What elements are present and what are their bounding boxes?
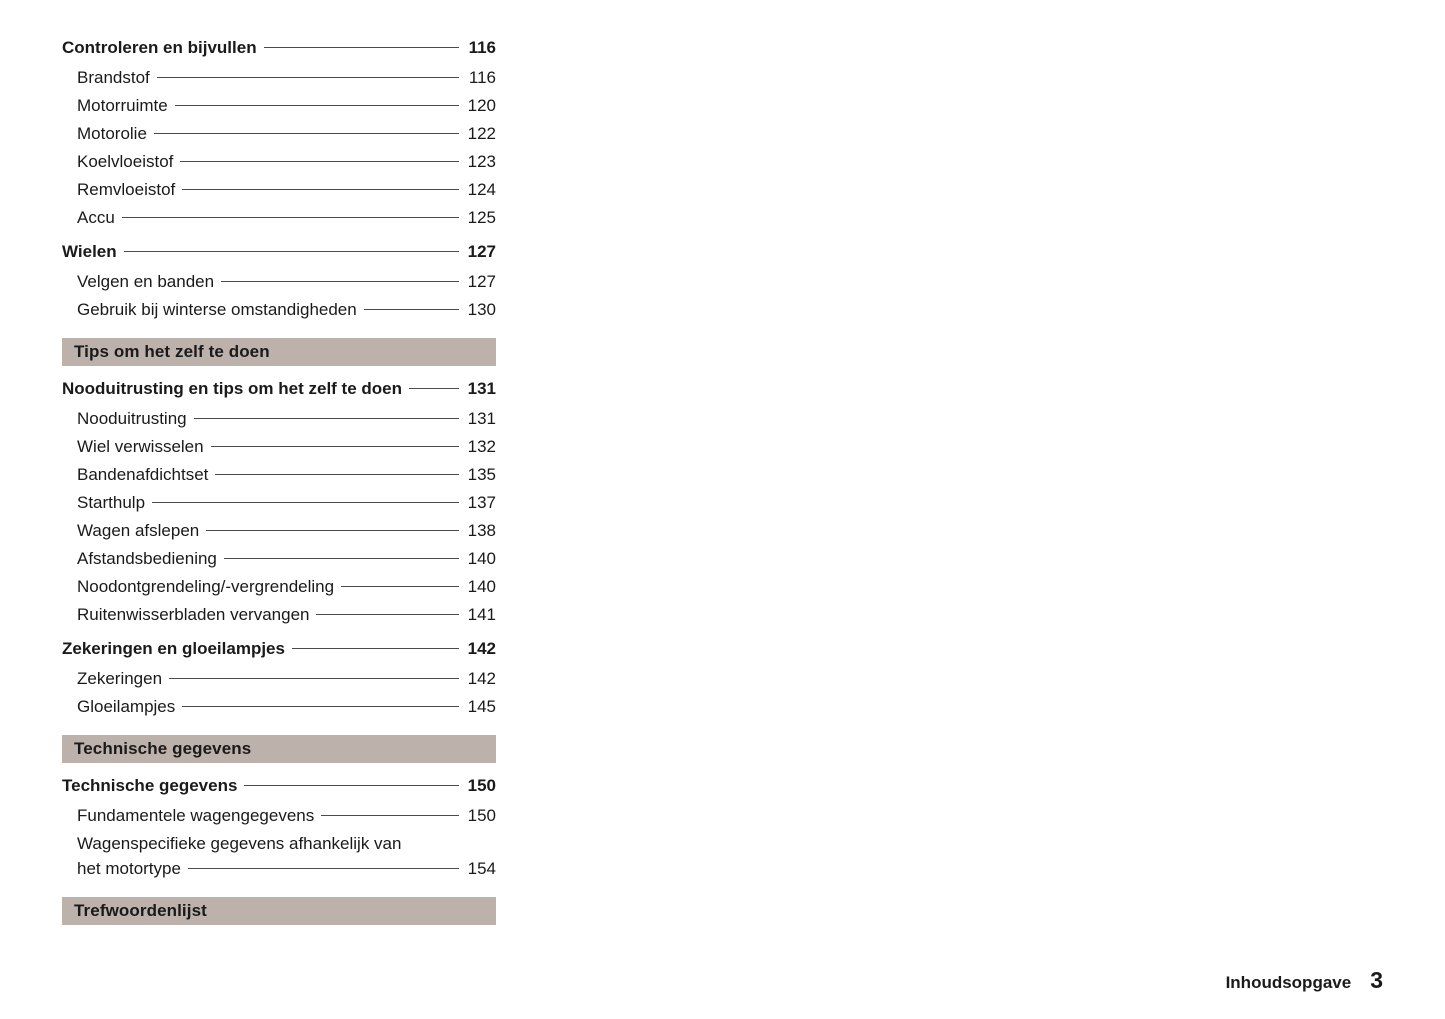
toc-entry[interactable] xyxy=(62,462,496,487)
page-footer xyxy=(1226,967,1383,994)
toc-entry-label: Ruitenwisserbladen vervangen xyxy=(77,605,310,624)
toc-entry-page: 120 xyxy=(467,96,496,115)
toc-entry-label: Remvloeistof xyxy=(77,180,176,199)
toc-entry[interactable] xyxy=(62,434,496,459)
leader-dots xyxy=(152,502,459,503)
toc-entry-label: Motorruimte xyxy=(77,96,168,115)
toc-entry-label: Nooduitrusting xyxy=(77,409,187,428)
toc-entry-label: Afstandsbediening xyxy=(77,549,217,568)
toc-group xyxy=(62,35,496,322)
leader-dots xyxy=(154,133,459,134)
toc-entry-page: 131 xyxy=(467,409,496,428)
toc-entry-label: Zekeringen en gloeilampjes xyxy=(62,639,285,658)
toc-entry-label: Fundamentele wagengegevens xyxy=(77,806,315,825)
toc-section-band xyxy=(62,338,496,366)
leader-dots xyxy=(157,77,459,78)
toc-entry-page: 123 xyxy=(467,152,496,171)
toc-entry-label: Nooduitrusting en tips om het zelf te doen xyxy=(62,379,402,398)
toc-entry-page: 124 xyxy=(467,180,496,199)
toc-entry-label: Motorolie xyxy=(77,124,147,143)
toc-entry-page: 130 xyxy=(467,300,496,319)
toc-entry[interactable] xyxy=(62,636,496,661)
leader-dots xyxy=(409,388,459,389)
toc-entry[interactable] xyxy=(62,35,496,60)
toc-group xyxy=(62,735,496,881)
leader-dots xyxy=(215,474,459,475)
toc-entry[interactable] xyxy=(62,376,496,401)
toc-entry-label: Controleren en bijvullen xyxy=(62,38,257,57)
toc-entry-label: Brandstof xyxy=(77,68,150,87)
table-of-contents xyxy=(62,26,496,935)
toc-entry-label: Noodontgrendeling/-vergrendeling xyxy=(77,577,335,596)
toc-entry-page: 135 xyxy=(467,465,496,484)
toc-section-band xyxy=(62,897,496,925)
leader-dots xyxy=(224,558,459,559)
toc-section-band xyxy=(62,735,496,763)
toc-entry[interactable] xyxy=(62,177,496,202)
toc-entry-label: Velgen en banden xyxy=(77,272,215,291)
toc-entry-page: 132 xyxy=(467,437,496,456)
toc-entry-page: 141 xyxy=(467,605,496,624)
leader-dots xyxy=(182,706,459,707)
toc-entry-label: Gloeilampjes xyxy=(77,697,176,716)
toc-entry-page: 116 xyxy=(468,38,496,57)
leader-dots xyxy=(321,815,459,816)
toc-entry-page: 140 xyxy=(467,549,496,568)
toc-entry-page: 137 xyxy=(467,493,496,512)
toc-entry-label: Wagen afslepen xyxy=(77,521,200,540)
toc-entry-page: 142 xyxy=(467,639,496,658)
toc-section-title: Trefwoordenlijst xyxy=(74,901,207,920)
toc-group xyxy=(62,897,496,925)
toc-entry[interactable] xyxy=(62,149,496,174)
toc-entry-page: 140 xyxy=(467,577,496,596)
toc-entry[interactable] xyxy=(62,666,496,691)
toc-entry-label: Gebruik bij winterse omstandigheden xyxy=(77,300,357,319)
toc-entry-page: 142 xyxy=(467,669,496,688)
toc-entry[interactable] xyxy=(62,269,496,294)
toc-entry-page: 116 xyxy=(468,68,496,87)
toc-entry-label-line2: het motortype xyxy=(77,859,181,878)
leader-dots xyxy=(244,785,459,786)
toc-entry-label: Koelvloeistof xyxy=(77,152,174,171)
leader-dots xyxy=(182,189,459,190)
leader-dots xyxy=(221,281,459,282)
leader-dots xyxy=(175,105,459,106)
leader-dots xyxy=(206,530,459,531)
leader-dots xyxy=(364,309,459,310)
toc-entry[interactable] xyxy=(62,406,496,431)
toc-entry[interactable] xyxy=(62,239,496,264)
toc-entry-page: 138 xyxy=(467,521,496,540)
leader-dots xyxy=(169,678,459,679)
toc-entry-page: 127 xyxy=(467,242,496,261)
toc-entry-label: Technische gegevens xyxy=(62,776,238,795)
toc-entry[interactable] xyxy=(62,546,496,571)
footer-section-label: Inhoudsopgave xyxy=(1225,973,1352,992)
toc-section-title: Technische gegevens xyxy=(74,739,252,758)
toc-entry-second-line xyxy=(77,856,496,881)
leader-dots xyxy=(264,47,459,48)
toc-entry-label: Wiel verwisselen xyxy=(77,437,204,456)
leader-dots xyxy=(341,586,459,587)
toc-entry-page: 131 xyxy=(467,379,496,398)
leader-dots xyxy=(122,217,459,218)
toc-entry-label: Accu xyxy=(77,208,115,227)
toc-group xyxy=(62,338,496,719)
leader-dots xyxy=(194,418,459,419)
toc-entry-page: 127 xyxy=(467,272,496,291)
toc-entry[interactable] xyxy=(62,518,496,543)
toc-entry-label: Wielen xyxy=(62,242,117,261)
toc-entry-page: 154 xyxy=(467,859,496,878)
leader-dots xyxy=(188,868,459,869)
toc-entry-page: 150 xyxy=(467,776,496,795)
toc-entry-label: Zekeringen xyxy=(77,669,163,688)
toc-entry[interactable] xyxy=(62,574,496,599)
toc-entry-page: 122 xyxy=(467,124,496,143)
toc-entry-page: 145 xyxy=(467,697,496,716)
leader-dots xyxy=(316,614,459,615)
toc-entry-label: Bandenafdichtset xyxy=(77,465,209,484)
toc-entry[interactable] xyxy=(62,490,496,515)
toc-entry-label-line1: Wagenspecifieke gegevens afhankelijk van xyxy=(77,834,402,853)
toc-entry-label: Starthulp xyxy=(77,493,146,512)
toc-entry[interactable] xyxy=(62,773,496,798)
toc-entry[interactable] xyxy=(62,297,496,322)
toc-section-title: Tips om het zelf te doen xyxy=(74,342,270,361)
footer-page-number: 3 xyxy=(1370,967,1383,993)
leader-dots xyxy=(211,446,459,447)
toc-entry[interactable] xyxy=(62,205,496,230)
toc-entry[interactable] xyxy=(62,93,496,118)
toc-entry[interactable] xyxy=(62,65,496,90)
toc-entry[interactable] xyxy=(62,694,496,719)
toc-entry[interactable] xyxy=(62,803,496,828)
toc-entry[interactable] xyxy=(62,831,496,881)
toc-entry-page: 125 xyxy=(467,208,496,227)
leader-dots xyxy=(124,251,459,252)
toc-entry[interactable] xyxy=(62,602,496,627)
toc-entry-page: 150 xyxy=(467,806,496,825)
leader-dots xyxy=(292,648,459,649)
toc-entry[interactable] xyxy=(62,121,496,146)
leader-dots xyxy=(180,161,459,162)
